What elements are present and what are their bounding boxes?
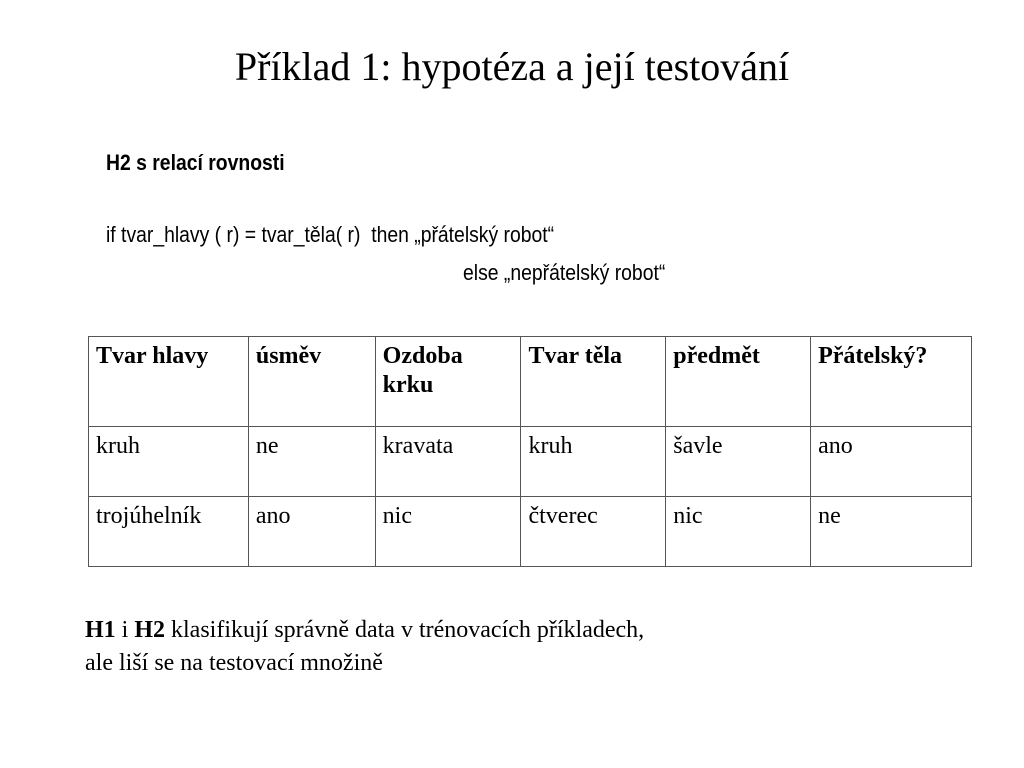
conclusion-line-1-text: klasifikují správně data v trénovacích příkladech, [165, 617, 645, 643]
table-cell: kravata [375, 427, 521, 497]
table-cell: kruh [521, 427, 666, 497]
header-ozdoba-krku: Ozdoba krku [375, 337, 521, 427]
conclusion-line-2: ale liší se na testovací množině [85, 650, 383, 676]
rule-heading: H2 s relací rovnosti [106, 150, 285, 175]
header-tvar-tela: Tvar těla [521, 337, 666, 427]
conclusion-note [85, 614, 644, 680]
rule-else-line: else „nepřátelský robot“ [463, 260, 666, 285]
h2-label: H2 [134, 617, 166, 643]
table-cell: šavle [666, 427, 811, 497]
training-data-table [88, 336, 972, 567]
slide-title: Příklad 1: hypotéza a její testování [234, 44, 790, 89]
table-cell: kruh [89, 427, 249, 497]
header-predmet: předmět [666, 337, 811, 427]
table-row [89, 427, 972, 497]
table-cell: ano [248, 497, 375, 567]
table-cell: ano [811, 427, 972, 497]
rule-if-line: if tvar_hlavy ( r) = tvar_těla( r) then „přátelský robot“ [106, 222, 555, 247]
conclusion-line-1 [85, 614, 644, 647]
header-usmev: úsměv [248, 337, 375, 427]
table-cell: nic [666, 497, 811, 567]
header-tvar-hlavy: Tvar hlavy [89, 337, 249, 427]
table-cell: trojúhelník [89, 497, 249, 567]
table-header-row [89, 337, 972, 427]
h1-label: H1 [85, 617, 116, 643]
table-cell: ne [248, 427, 375, 497]
table-cell: čtverec [521, 497, 666, 567]
table-cell: nic [375, 497, 521, 567]
table-row [89, 497, 972, 567]
header-pratelsky: Přátelský? [811, 337, 972, 427]
table-cell: ne [811, 497, 972, 567]
and-word: i [115, 617, 135, 643]
